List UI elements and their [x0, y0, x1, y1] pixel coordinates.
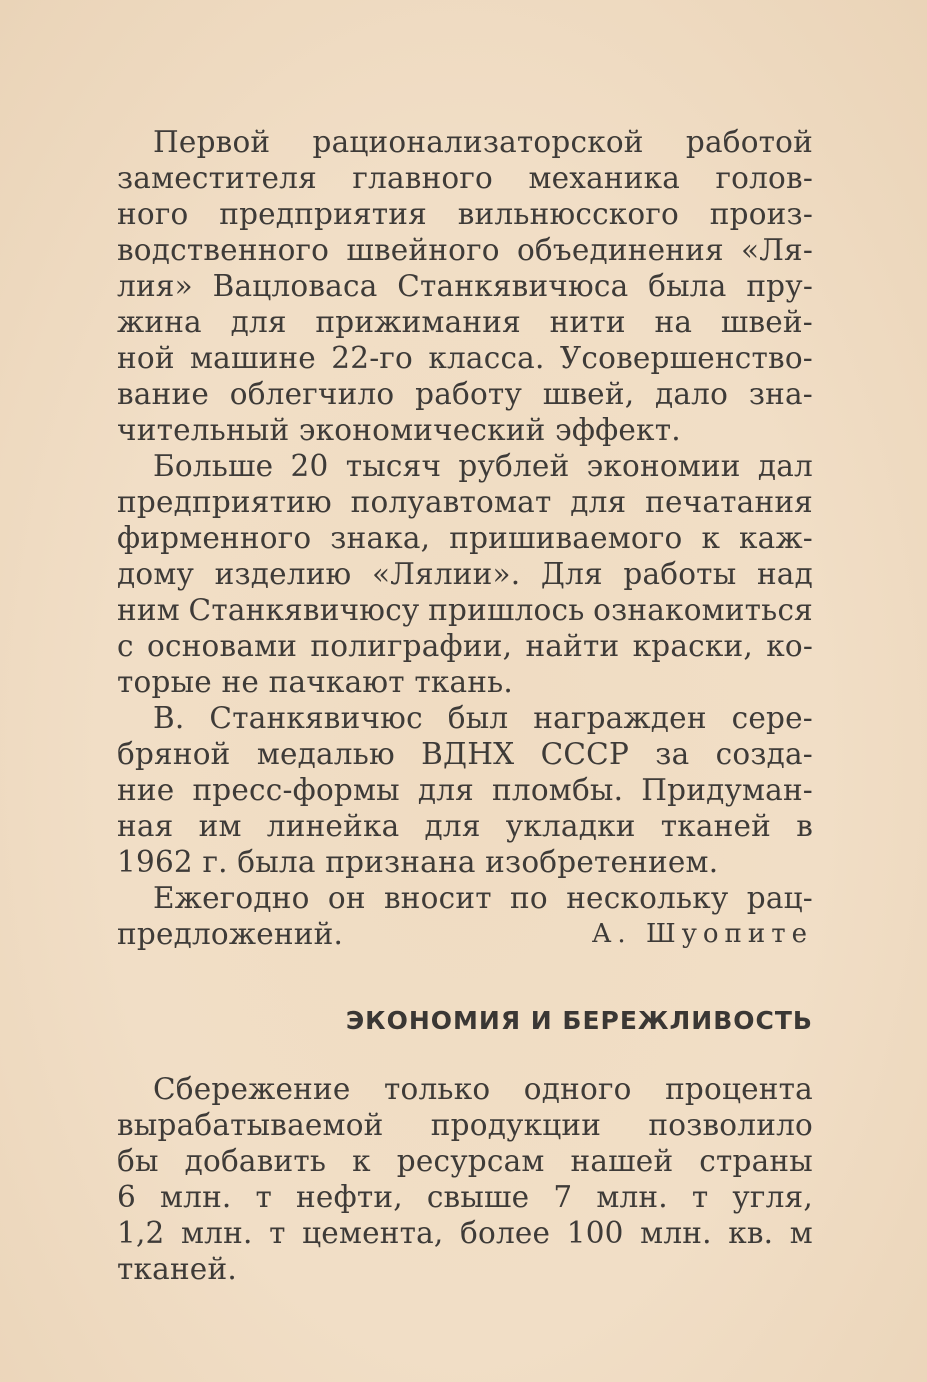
text-line: водственного швейного объединения «Ля-	[117, 233, 813, 267]
text-line: с основами полиграфии, найти краски, ко-	[117, 629, 813, 663]
text-line: 1,2 млн. т цемента, более 100 млн. кв. м	[117, 1216, 813, 1250]
section-heading: ЭКОНОМИЯ И БЕРЕЖЛИВОСТЬ	[345, 1006, 813, 1035]
text-line: бы добавить к ресурсам нашей страны	[117, 1144, 813, 1178]
text-line: ная им линейка для укладки тканей в	[117, 809, 813, 843]
article2-paragraph	[117, 1071, 813, 1287]
text-line: вание облегчило работу швей, дало зна-	[117, 377, 813, 411]
text-line: заместителя главного механика голов-	[117, 161, 813, 195]
text-line: 6 млн. т нефти, свыше 7 млн. т угля,	[117, 1180, 813, 1214]
text-line: ного предприятия вильнюсского произ-	[117, 197, 813, 231]
text-line: Сбережение только одного процента	[153, 1072, 813, 1106]
heading-spacer	[117, 1039, 813, 1071]
text-line: лия» Вацловаса Станкявичюса была пру-	[117, 269, 813, 303]
article-paragraph-3	[117, 700, 813, 880]
text-line: предприятию полуавтомат для печатания	[117, 485, 813, 519]
signature-line	[117, 916, 813, 952]
text-line: Ежегодно он вносит по нескольку рац-	[153, 881, 813, 915]
author-signature: А. Шуопите	[591, 919, 813, 949]
article-paragraph-4	[117, 880, 813, 952]
text-line: фирменного знака, пришиваемого к каж-	[117, 521, 813, 555]
text-line: В. Станкявичюс был награжден сере-	[153, 701, 813, 735]
text-line: ним Станкявичюсу пришлось ознакомиться	[117, 593, 813, 627]
text-line: дому изделию «Лялии». Для работы над	[117, 557, 813, 591]
text-line: вырабатываемой продукции позволило	[117, 1108, 813, 1142]
text-block	[117, 124, 813, 1287]
text-line: чительный экономический эффект.	[117, 413, 681, 447]
text-line: Первой рационализаторской работой	[153, 125, 813, 159]
text-line: ной машине 22-го класса. Усовершенство-	[117, 341, 813, 375]
text-line: ние пресс-формы для пломбы. Придуман-	[117, 773, 813, 807]
text-line: 1962 г. была признана изобретением.	[117, 845, 719, 879]
text-line: бряной медалью ВДНХ СССР за созда-	[117, 737, 813, 771]
text-line: предложений.	[117, 917, 344, 951]
text-line: жина для прижимания нити на швей-	[117, 305, 813, 339]
article-paragraph-1	[117, 124, 813, 448]
text-line: Больше 20 тысяч рублей экономии дал	[153, 449, 813, 483]
article-paragraph-2	[117, 448, 813, 700]
text-line: тканей.	[117, 1252, 237, 1286]
text-line: торые не пачкают ткань.	[117, 665, 513, 699]
